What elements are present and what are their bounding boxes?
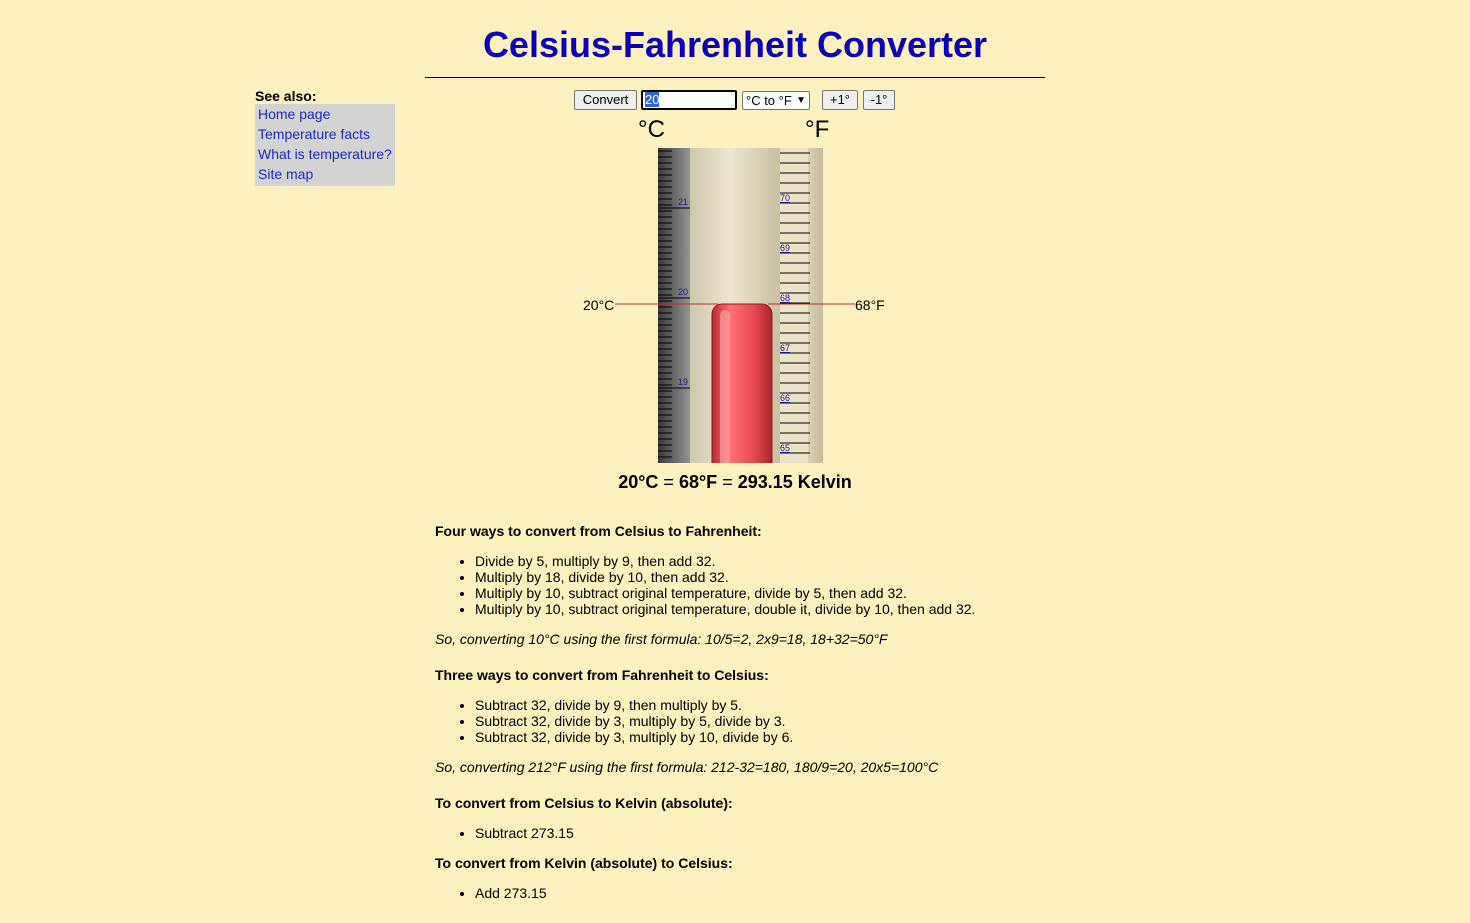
conversion-result [425, 472, 1045, 493]
fahrenheit-unit-label: °F [805, 116, 830, 143]
list-item: • Divide by 5, multiply by 9, then add 32. [475, 553, 975, 569]
list-item: • Multiply by 18, divide by 10, then add 32. [475, 569, 975, 585]
fahrenheit-scale-strip [808, 148, 823, 463]
page-title: Celsius-Fahrenheit Converter [482, 24, 988, 65]
celsius-unit-label: °C [638, 116, 665, 143]
fahrenheit-tick-label: 65 [780, 443, 791, 453]
list-item: • Multiply by 10, subtract original temperature, double it, divide by 10, then add 32. [475, 601, 975, 617]
result-equals-1: = [663, 472, 674, 492]
k-to-c-list [435, 885, 547, 901]
title-divider [425, 77, 1045, 78]
f-to-c-list [435, 697, 793, 745]
fahrenheit-tick-label: 68 [780, 293, 791, 303]
c-to-k-heading: To convert from Celsius to Kelvin (absolute): [435, 795, 733, 811]
conversion-mode-select[interactable] [742, 91, 810, 110]
temperature-input-value: 20 [645, 92, 660, 107]
fahrenheit-tick-label: 66 [780, 393, 791, 403]
c-to-f-example: So, converting 10°C using the first formula: 10/5=2, 2x9=18, 18+32=50°F [435, 631, 888, 647]
see-also-heading: See also: [255, 88, 317, 104]
result-equals-2: = [722, 472, 733, 492]
celsius-marker-label: 20°C [583, 297, 615, 313]
increment-button[interactable]: +1° [822, 90, 858, 110]
list-item: • Subtract 273.15 [475, 825, 574, 841]
c-to-f-list [435, 553, 975, 617]
link-temperature-facts[interactable]: Temperature facts [258, 126, 371, 142]
thermometer-graphic [580, 148, 890, 463]
decrement-button[interactable]: -1° [863, 90, 895, 110]
see-also-links [255, 104, 395, 186]
celsius-tick-label: 20 [678, 287, 689, 297]
link-site-map[interactable]: Site map [258, 166, 314, 182]
mercury-column [712, 304, 772, 463]
conversion-mode-value: °C to °F [746, 93, 792, 108]
f-to-c-heading: Three ways to convert from Fahrenheit to Celsius: [435, 667, 769, 683]
fahrenheit-tick-label: 67 [780, 343, 791, 353]
chevron-down-icon: ▼ [796, 95, 806, 106]
link-what-is-temperature[interactable]: What is temperature? [258, 146, 392, 162]
result-kelvin: 293.15 Kelvin [737, 472, 852, 492]
result-fahrenheit: 68°F [678, 472, 718, 492]
convert-button[interactable]: Convert [574, 90, 637, 110]
link-home-page[interactable]: Home page [258, 106, 331, 122]
celsius-tick-label: 21 [678, 197, 689, 207]
list-item: • Subtract 32, divide by 9, then multiply by 5. [475, 697, 793, 713]
celsius-tick-label: 19 [678, 377, 689, 387]
fahrenheit-tick-label: 70 [780, 193, 791, 203]
mercury-highlight [720, 310, 730, 463]
c-to-k-list [435, 825, 574, 841]
f-to-c-example: So, converting 212°F using the first formula: 212-32=180, 180/9=20, 20x5=100°C [435, 759, 939, 775]
celsius-scale-strip [658, 148, 692, 463]
k-to-c-heading: To convert from Kelvin (absolute) to Celsius: [435, 855, 733, 871]
fahrenheit-tick-label: 69 [780, 243, 791, 253]
temperature-input[interactable] [641, 90, 737, 110]
list-item: • Subtract 32, divide by 3, multiply by 5, divide by 3. [475, 713, 793, 729]
list-item: • Multiply by 10, subtract original temperature, divide by 5, then add 32. [475, 585, 975, 601]
list-item: • Subtract 32, divide by 3, multiply by 10, divide by 6. [475, 729, 793, 745]
list-item: • Add 273.15 [475, 885, 547, 901]
fahrenheit-marker-label: 68°F [855, 297, 885, 313]
result-celsius: 20°C [618, 472, 659, 492]
c-to-f-heading: Four ways to convert from Celsius to Fahrenheit: [435, 523, 762, 539]
